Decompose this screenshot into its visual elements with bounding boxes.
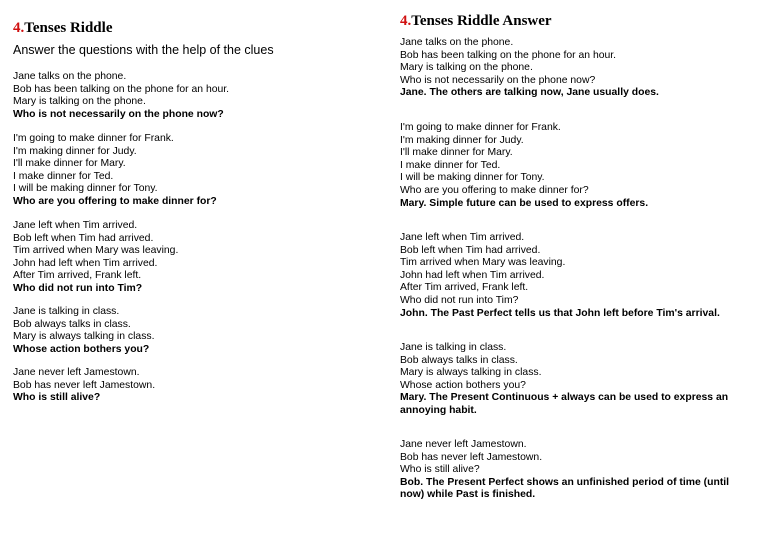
riddle-question: Who are you offering to make dinner for? [13,195,217,207]
answer-text: Mary. Simple future can be used to express offers. [400,197,649,209]
clue-line: Who are you offering to make dinner for? [400,184,589,196]
clue-line: Jane never left Jamestown. [400,439,527,450]
clue-line: Jane never left Jamestown. [13,367,140,378]
clue-line: Tim arrived when Mary was leaving. [13,245,179,257]
clue-line: Jane left when Tim arrived. [13,220,138,231]
answer-text: Jane. The others are talking now, Jane usually does. [400,87,659,99]
clue-line: Bob left when Tim had arrived. [400,244,541,256]
clue-line: Jane is talking in class. [13,306,120,317]
answer-text: Bob. The Present Perfect shows an unfinished period of time (until now) while Past is finished. [400,476,730,501]
riddle-section [13,220,378,296]
riddle-question: Who is still alive? [13,392,101,404]
riddle-section [13,133,378,209]
clue-line: Who is not necessarily on the phone now? [400,74,596,86]
answer-number: 4. [400,13,412,29]
clue-line: I'll make dinner for Mary. [13,158,126,170]
clue-line: Bob always talks in class. [13,318,131,330]
clue-line: I'll make dinner for Mary. [400,147,513,159]
clue-line: Mary is talking on the phone. [13,96,146,108]
clue-line: After Tim arrived, Frank left. [400,282,529,294]
riddle-question: Who is not necessarily on the phone now? [13,108,224,120]
riddle-question: Who did not run into Tim? [13,282,143,294]
answer-section [400,439,752,502]
clue-line: Mary is always talking in class. [13,331,155,343]
clue-line: Mary is talking on the phone. [400,62,533,74]
clue-line: Mary is always talking in class. [400,367,542,379]
clue-line: John had left when Tim arrived. [13,257,158,269]
riddle-section [13,306,378,356]
riddle-title [13,20,112,37]
clue-line: John had left when Tim arrived. [400,269,545,281]
clue-line: I make dinner for Ted. [400,159,501,171]
answer-section [400,122,752,210]
riddle-intro: Answer the questions with the help of the clues [13,43,274,57]
answer-text: Mary. The Present Continuous + always can be used to express an annoying habit. [400,392,729,416]
riddle-title-text: Tenses Riddle [24,20,113,36]
answer-section [400,37,752,100]
clue-line: Jane talks on the phone. [400,37,514,48]
clue-line: Jane is talking in class. [400,342,507,353]
clue-line: I'm making dinner for Judy. [400,134,524,146]
answer-text: John. The Past Perfect tells us that John left before Tim's arrival. [400,307,720,319]
clue-line: Bob has never left Jamestown. [400,451,543,463]
answer-title-text: Tenses Riddle Answer [411,13,552,29]
riddle-section [13,367,378,405]
answer-section [400,342,752,418]
clue-line: I'm going to make dinner for Frank. [13,133,174,144]
clue-line: After Tim arrived, Frank left. [13,270,142,282]
clue-line: Jane talks on the phone. [13,71,127,82]
answer-section [400,232,752,320]
clue-line: Bob left when Tim had arrived. [13,232,154,244]
clue-line: I will be making dinner for Tony. [13,183,158,195]
answer-title [400,13,552,30]
clue-line: I will be making dinner for Tony. [400,172,545,184]
answer-page [384,0,768,543]
clue-line: Jane left when Tim arrived. [400,232,525,243]
clue-line: I make dinner for Ted. [13,170,114,182]
clue-line: Bob has been talking on the phone for an hour. [13,83,230,95]
clue-line: Whose action bothers you? [400,379,526,391]
riddle-number: 4. [13,20,25,36]
riddle-question: Whose action bothers you? [13,343,150,355]
clue-line: Who did not run into Tim? [400,294,519,306]
clue-line: I'm making dinner for Judy. [13,145,137,157]
clue-line: I'm going to make dinner for Frank. [400,122,561,133]
clue-line: Bob has never left Jamestown. [13,379,156,391]
clue-line: Bob always talks in class. [400,354,518,366]
clue-line: Bob has been talking on the phone for an hour. [400,49,617,61]
clue-line: Tim arrived when Mary was leaving. [400,257,566,269]
clue-line: Who is still alive? [400,464,480,476]
riddle-section [13,71,378,121]
